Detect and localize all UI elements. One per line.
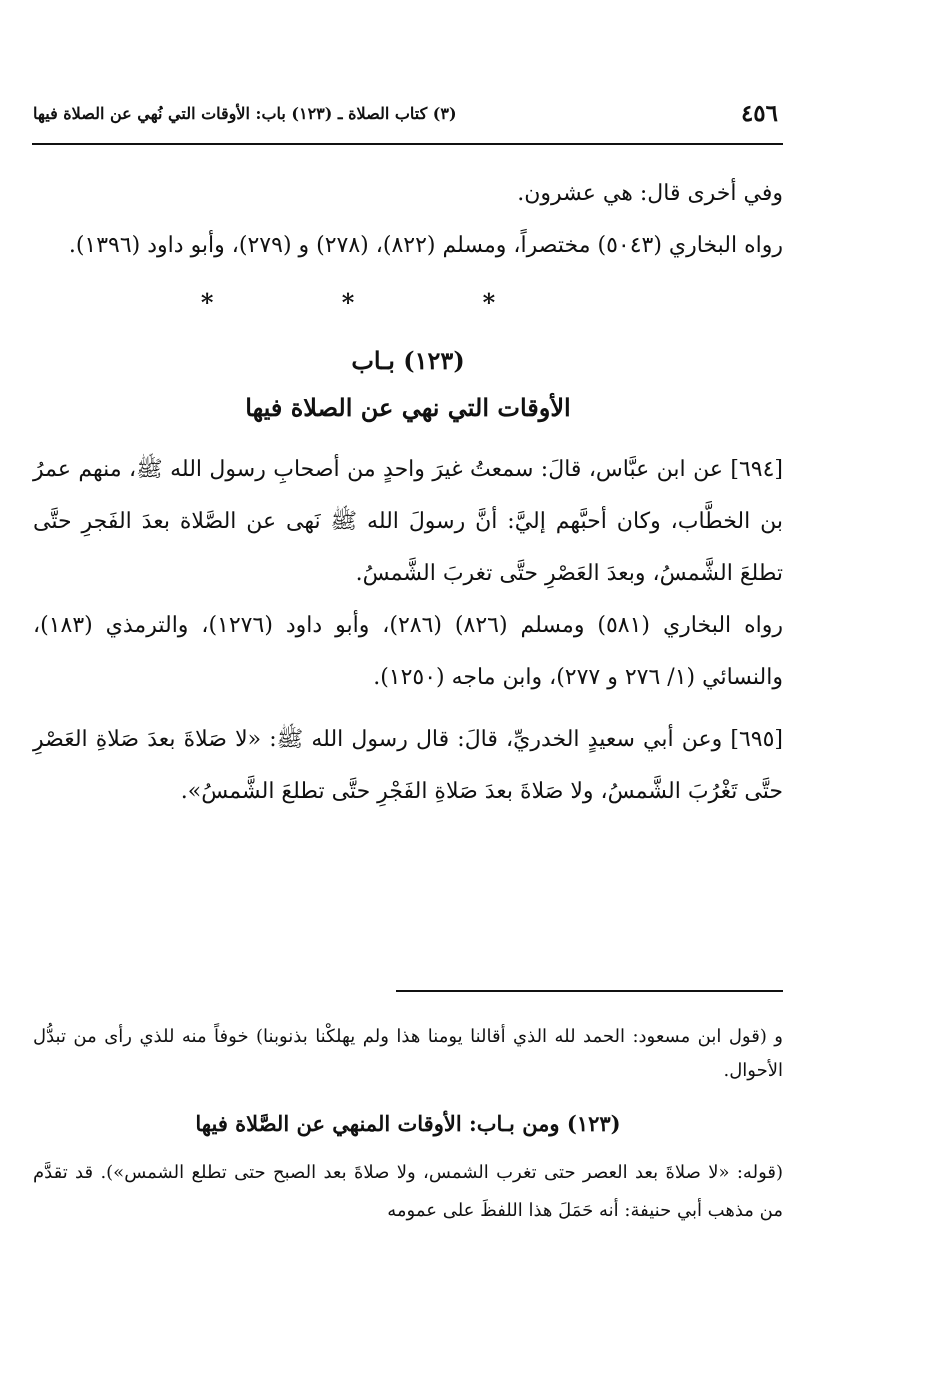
commentary-chapter-title: (١٢٣) ومن بـاب: الأوقات المنهي عن الصَّلاة فيها (195, 1111, 621, 1136)
running-title: (٣) كتاب الصلاة ـ (١٢٣) باب: الأوقات التي نُهي عن الصلاة فيها (33, 104, 457, 123)
main-text (33, 168, 783, 818)
takhrij-694: رواه البخاري (٥٨١) ومسلم (٨٢٦) (٢٨٦)، وأبو داود (١٢٧٦)، والترمذي (١٨٣)، والنسائي (١/ ٢٧٦ و ٢٧٧)، وابن ماجه (١٢٥٠). (33, 613, 783, 690)
hadith-694: [٦٩٤] عن ابن عبَّاس، قالَ: سمعتُ غيرَ واحدٍ من أصحابِ رسول الله ﷺ، منهم عمرُ بن الخطَّاب، وكان أحبَّهم إليَّ: أنَّ رسولَ الله ﷺ نَهى عن الصَّلاة بعدَ الفَجرِ حتَّى تطلعَ الشَّمسُ، وبعدَ العَصْرِ حتَّى تغربَ الشَّمسُ. (33, 457, 783, 586)
commentary-section (33, 1020, 783, 1230)
page-number: ٤٥٦ (740, 100, 778, 127)
chapter-title: الأوقات التي نهي عن الصلاة فيها (245, 393, 571, 422)
paragraph-other-narration: وفي أخرى قال: هي عشرون. (517, 181, 783, 206)
footnote-rule (396, 990, 783, 992)
section-separator: * * * (200, 288, 556, 317)
hadith-695: [٦٩٥] وعن أبي سعيدٍ الخدريِّ، قالَ: قال رسول الله ﷺ: «لا صَلاةَ بعدَ صَلاةِ العَصْرِ حتَّى تَغْرُبَ الشَّمسُ، ولا صَلاةَ بعدَ صَلاةِ الفَجْرِ حتَّى تطلعَ الشَّمسُ». (33, 727, 783, 804)
paragraph-takhrij-1: رواه البخاري (٥٠٤٣) مختصراً، ومسلم (٨٢٢)، (٢٧٨) و (٢٧٩)، وأبو داود (١٣٩٦). (68, 233, 783, 258)
commentary-paragraph-2: (قوله: «لا صلاةَ بعد العصر حتى تغرب الشمس، ولا صلاةَ بعد الصبح حتى تطلع الشمس»). قد تقدَّم من مذهب أبي حنيفة: أنه حَمَلَ هذا اللفظَ على عمومه (33, 1162, 783, 1221)
commentary-paragraph-1: و (قول ابن مسعود: الحمد لله الذي أقالنا يومنا هذا ولم يهلكْنا بذنوبنا) خوفاً منه للذي رأى من تبدُّل الأحوال. (33, 1026, 783, 1081)
chapter-number: (١٢٣) بـاب (351, 346, 465, 375)
page-header (33, 100, 778, 140)
header-rule (32, 143, 783, 145)
